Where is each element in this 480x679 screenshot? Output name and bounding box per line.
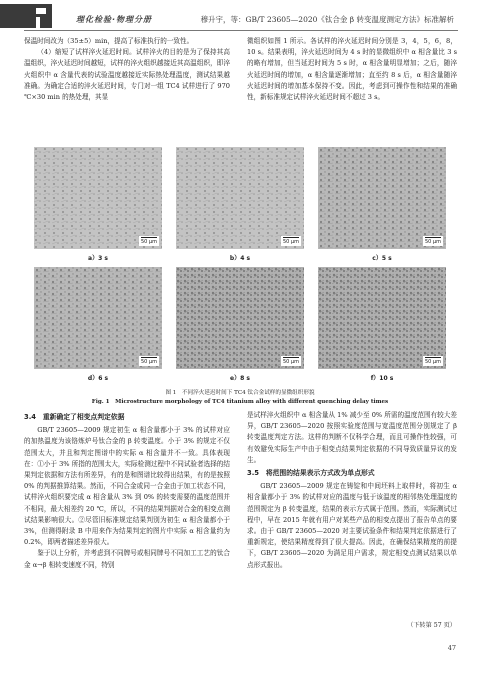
paragraph: 微组织如图 1 所示。各试样的淬火延迟时间分别是 3，4，5，6，8，10 s。结果表明，淬火延迟时间为 4 s 时的显微组织中 α 相含量比 3 s 的略有增加，但当延迟时间为 5 s 时，α 相含量明显增加；之后，随淬火延迟时间的增加，α 相含量逐渐增加；直至约 8 s 后，α 相含量随淬火延迟时间的增加基本保持不变。因此，考虑到可操作性和结果的准确性，新标准规定试样淬火延迟时间不超过 3 s。 [247,37,457,102]
top-left-column [24,36,230,103]
page-header [0,0,480,30]
running-title: 穆升宇，等：GB/T 23605—2020《钛合金 β 转变温度测定方法》标准解析 [200,15,454,24]
scale-bar: 50 μm [139,236,159,246]
paragraph: GB/T 23605—2009 规定初生 α 相含量都小于 3% 的试样对应的加热温度为该铬炼炉号钛合金的 β 转变温度。小于 3% 的规定不仅范围太大，并且和判定图谱中的实际 α 相含量并不一致。具体表现在：①小于 3% 所指的范围太大，实际检测过程中不同试验者选择的结果判定依据和方法有所差异，有的是和图谱比较得出结果，有的是按照 0% 的判据推算结果。然而，不同合金或同一合金由于加工状态不同，试样淬火组织要完成 α 相含量从 3% 到 0% 的转变需要的温度范围并不相同，最大相差约 20 ℃，所以，不同的结果判据对合金的相变点测试结果影响很大。②尽管旧标准规定结果判别为初生 α 相含量都小于 3%，但测得附录 B 中用来作为结果判定的图片中实际 α 相含量约为 0.2%，即两者描述差异很大。 [24,426,230,547]
scale-bar: 50 μm [139,356,159,366]
micrograph-8s [176,267,304,369]
scale-bar: 50 μm [281,356,301,366]
continued-note: （下转第 57 页） [407,622,456,629]
top-right-column [247,36,457,103]
journal-logo-block [0,4,30,28]
section-heading: 3.5 将范围的结果表示方式改为单点形式 [247,469,375,478]
page-number: 47 [447,644,456,652]
figure-caption-en: Fig. 1 Microstructure morphology of TC4 titanium alloy with different quenching delay times [91,399,389,405]
panel-label: f）10 s [370,375,394,382]
panel-label: d）6 s [87,375,109,382]
header-divider [24,30,458,31]
scale-bar: 50 μm [423,356,443,366]
figure-caption-cn: 图 1 不同淬火延迟时间下 TC4 钛合金试样的显微组织形貌 [165,390,315,396]
journal-name: 理化检验·物理分册 [76,15,153,24]
bottom-left-column [24,410,230,571]
micrograph-texture [318,267,446,369]
paragraph: 是试样淬火组织中 α 相含量从 1% 减少至 0% 所需的温度范围有较大差异，GB/T 23605—2020 按照实验度范围与宽温度范围分别规定了 β 转变温度判定方法。这样的判断不仅科学合理，而且可操作性较强，可有效避免实际生产中由于相变点结果判定依据的不同导致质量异议的发生。 [247,411,457,464]
scale-bar: 50 μm [281,236,301,246]
micrograph-5s [318,147,446,249]
micrograph-texture [34,267,162,369]
micrograph-texture [318,147,446,249]
micrograph-texture [34,147,162,249]
journal-logo-icon [30,4,52,28]
micrograph-10s [318,267,446,369]
panel-label: a）3 s [88,255,108,262]
micrograph-6s [34,267,162,369]
panel-label: c）5 s [372,255,392,262]
panel-label: b）4 s [229,255,251,262]
paragraph: 鉴于以上分析，并考虑到不同牌号或相同牌号不同加工工艺的钛合金 α→β 相转变速度不同，特别 [24,549,230,569]
micrograph-3s [34,147,162,249]
bottom-right-column [247,410,457,571]
panel-label: e）8 s [230,375,250,382]
micrograph-4s [176,147,304,249]
scale-bar: 50 μm [423,236,443,246]
section-heading: 3.4 重新确定了相变点判定依据 [24,413,125,421]
paragraph: GB/T 23605—2009 规定在铸锭和中间坯料上取样时，将初生 α 相含量都小于 3% 的试样对应的温度与低于该温度的相邻热处理温度的范围规定为 β 转变温度，结果的表示方式属于范围。然而，实际测试过程中，早在 2015 年就有用户对某些产品的相变点提出了报告单点的要求。由于 GB/T 23605—2020 对主要试验条件和结果判定依据进行了重新规定，使结果精度得到了很大提高。因此，在确保结果精度的前提下，GB/T 23605—2020 为满足用户需求，规定相变点测试结果以单点形式报出。 [247,482,457,569]
micrograph-texture [176,147,304,249]
paragraph: 保温时间改为（35±5）min，提高了标准执行的一致性。 [24,37,194,45]
paragraph: （4）缩短了试样淬火延迟时间。试样淬火的目的是为了保持其高温组织，淬火延迟时间越短，试样的淬火组织越接近其高温组织，即淬火组织中 α 含量代表的试验温度越接近实际热处理温度，测试结果越准确。为确定合适的淬火延迟时间，专门对一组 TC4 试样进行了 970 ℃×30 min 的热处理，其显 [24,48,230,102]
micrograph-texture [176,267,304,369]
